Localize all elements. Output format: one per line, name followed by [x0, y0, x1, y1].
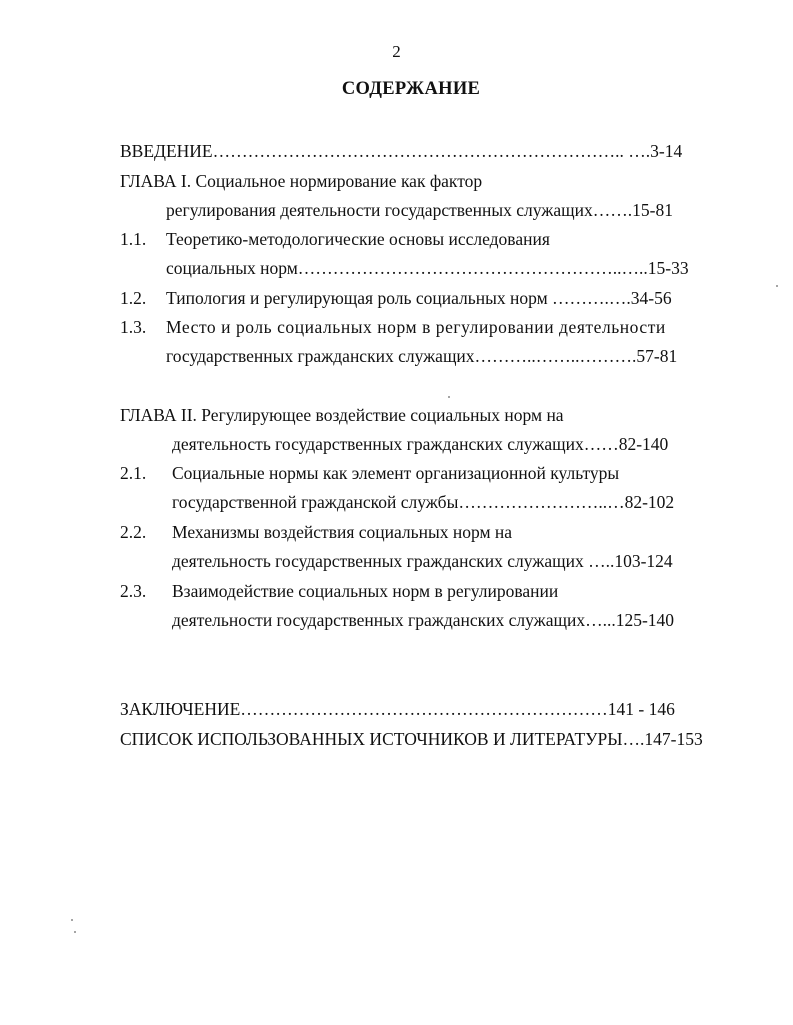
toc-section-2-3-number: 2.3. — [120, 581, 147, 601]
page-title: СОДЕРЖАНИЕ — [341, 79, 481, 99]
toc-conclusion: ЗАКЛЮЧЕНИЕ………………………………………………………141 - 146 — [120, 699, 675, 719]
toc-section-1-3-line-1: Место и роль социальных норм в регулировании деятельности — [166, 317, 666, 337]
toc-section-2-2-line-1: Механизмы воздействия социальных норм на — [172, 522, 513, 542]
toc-section-1-3-number: 1.3. — [120, 317, 147, 337]
toc-intro: ВВЕДЕНИЕ…………………………………………………………….. ….3-14 — [120, 141, 683, 161]
toc-section-1-1-line-1: Теоретико-методологические основы исследования — [166, 229, 550, 249]
page-number: 2 — [392, 42, 401, 61]
toc-chapter-1-line-2: регулирования деятельности государственных служащих…….15-81 — [166, 200, 673, 220]
toc-chapter-2-line-1: ГЛАВА II. Регулирующее воздействие социальных норм на — [120, 405, 564, 425]
toc-section-2-1-line-2: государственной гражданской службы……………………..…82-102 — [172, 492, 675, 512]
scan-speck — [71, 919, 73, 921]
toc-sources: СПИСОК ИСПОЛЬЗОВАННЫХ ИСТОЧНИКОВ И ЛИТЕРАТУРЫ….147-153 — [120, 729, 703, 749]
toc-section-2-3-line-1: Взаимодействие социальных норм в регулировании — [172, 581, 559, 601]
toc-section-2-2-number: 2.2. — [120, 522, 147, 542]
toc-section-1-1-line-2: социальных норм………………………………………………..…..15-33 — [166, 258, 689, 278]
toc-section-1-1-number: 1.1. — [120, 229, 147, 249]
toc-section-2-1-number: 2.1. — [120, 463, 147, 483]
toc-section-1-3-line-2: государственных гражданских служащих………..……..……….57-81 — [166, 346, 678, 366]
toc-section-2-2-line-2: деятельность государственных гражданских служащих …..103-124 — [172, 551, 673, 571]
toc-section-2-3-line-2: деятельности государственных гражданских служащих…...125-140 — [172, 610, 675, 630]
scan-speck — [74, 931, 76, 933]
toc-section-1-2-number: 1.2. — [120, 288, 147, 308]
toc-chapter-2-line-2: деятельность государственных гражданских служащих……82-140 — [172, 434, 669, 454]
toc-section-2-1-line-1: Социальные нормы как элемент организационной культуры — [172, 463, 620, 483]
scan-speck — [776, 285, 778, 287]
toc-chapter-1-line-1: ГЛАВА I. Социальное нормирование как фактор — [120, 171, 483, 191]
toc-section-1-2-line-1: Типология и регулирующая роль социальных норм ……….….34-56 — [166, 288, 672, 308]
scan-speck — [448, 396, 450, 398]
